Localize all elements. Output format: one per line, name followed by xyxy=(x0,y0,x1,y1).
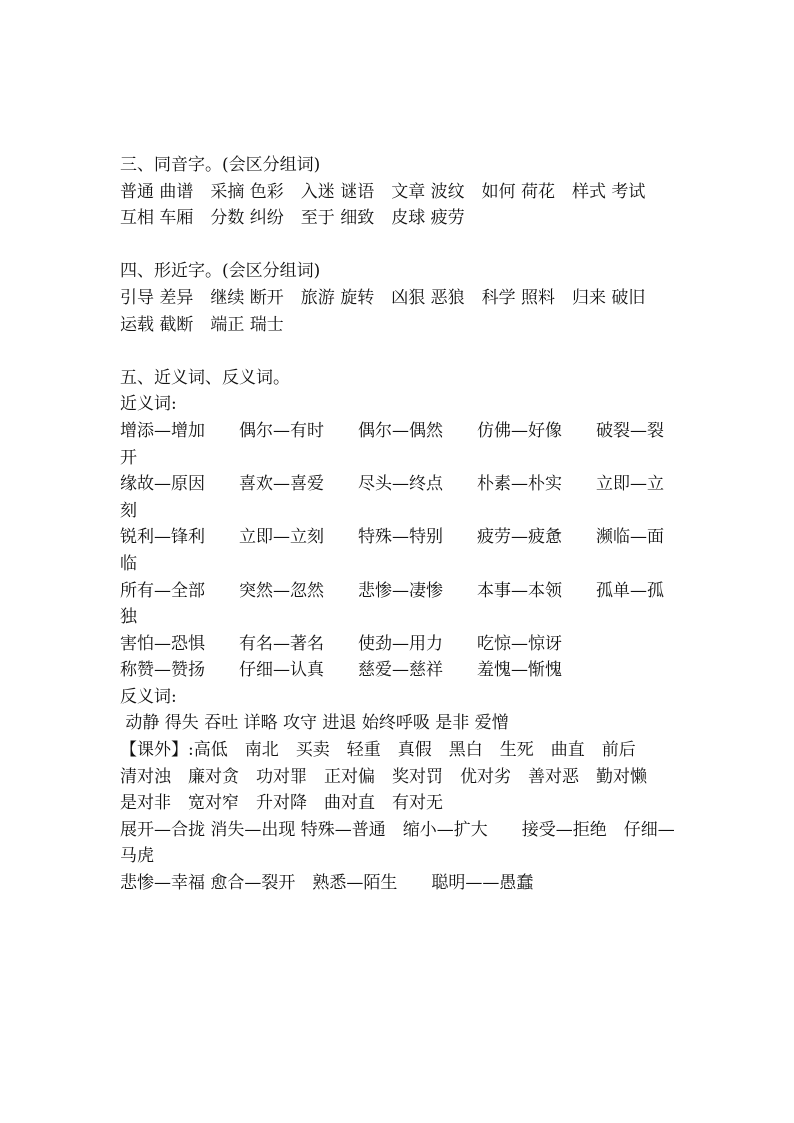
text-line: 增添—增加 偶尔—有时 偶尔—偶然 仿佛—好像 破裂—裂开 xyxy=(120,420,664,468)
text-line: 是对非 宽对窄 升对降 曲对直 有对无 xyxy=(120,793,443,814)
text-line: 普通 曲谱 采摘 色彩 入迷 谜语 文章 波纹 如何 荷花 样式 考试 xyxy=(120,181,646,202)
spacer xyxy=(120,232,676,259)
section-synonyms-antonyms xyxy=(120,365,676,897)
text-line: 害怕—恐惧 有名—著名 使劲—用力 吃惊—惊讶 xyxy=(120,633,562,654)
text-line: 运载 截断 端正 瑞士 xyxy=(120,314,284,335)
text-line: 所有—全部 突然—忽然 悲惨—凄惨 本事—本领 孤单—孤独 xyxy=(120,580,664,628)
text-line: 悲惨—幸福 愈合—裂开 熟悉—陌生 聪明——愚蠢 xyxy=(120,873,534,894)
text-line: 动静 得失 吞吐 详略 攻守 进退 始终呼吸 是非 爱憎 xyxy=(120,713,509,734)
text-line: 互相 车厢 分数 纠纷 至于 细致 皮球 疲劳 xyxy=(120,208,465,229)
text-line: 【课外】:高低 南北 买卖 轻重 真假 黑白 生死 曲直 前后 xyxy=(120,740,636,761)
text-line: 展开—合拢 消失—出现 特殊—普通 缩小—扩大 接受—拒绝 仔细—马虎 xyxy=(120,819,675,867)
text-line: 清对浊 廉对贪 功对罪 正对偏 奖对罚 优对劣 善对恶 勤对懒 xyxy=(120,766,647,787)
text-line: 锐利—锋利 立即—立刻 特殊—特别 疲劳—疲惫 濒临—面临 xyxy=(120,527,664,574)
text-line: 缘故—原因 喜欢—喜爱 尽头—终点 朴素—朴实 立即—立刻 xyxy=(120,474,664,521)
subheading-synonyms: 近义词: xyxy=(120,394,177,415)
section-heading: 四、形近字。(会区分组词) xyxy=(120,261,321,282)
section-similar-characters xyxy=(120,258,676,338)
section-heading: 五、近义词、反义词。 xyxy=(120,367,290,388)
subheading-antonyms: 反义词: xyxy=(120,686,177,707)
section-homophones xyxy=(120,152,676,232)
text-line: 引导 差异 继续 断开 旅游 旋转 凶狠 恶狼 科学 照料 归来 破旧 xyxy=(120,287,646,308)
section-heading: 三、同音字。(会区分组词) xyxy=(120,155,321,175)
spacer xyxy=(120,338,676,365)
document-page xyxy=(120,152,676,897)
text-line: 称赞—赞扬 仔细—认真 慈爱—慈祥 羞愧—惭愧 xyxy=(120,660,562,681)
